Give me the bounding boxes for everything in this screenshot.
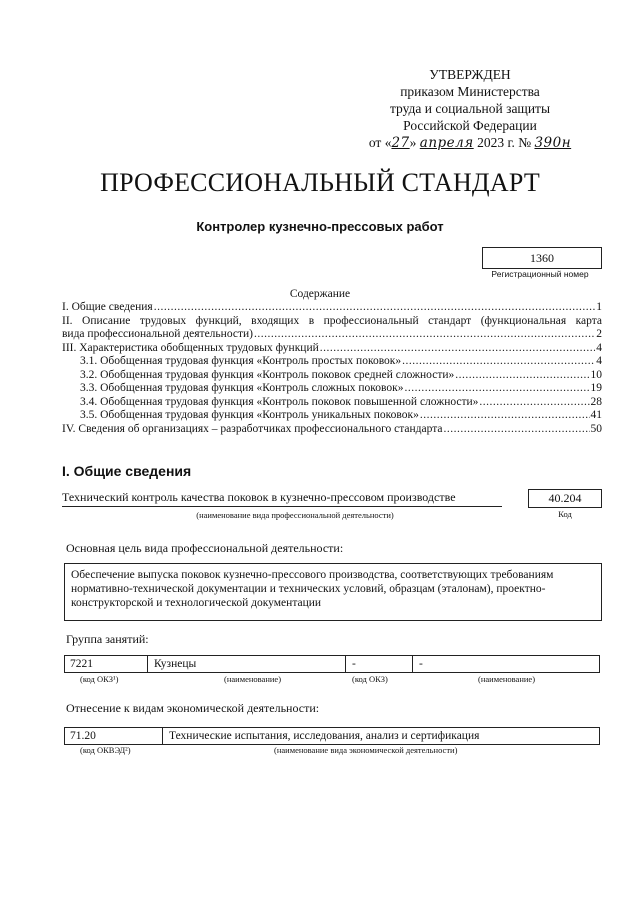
date-sep: »: [409, 135, 417, 150]
toc-page: 4: [596, 355, 602, 367]
caption-okz-name: (наименование): [224, 674, 282, 684]
goal-label: Основная цель вида профессиональной деятельности:: [66, 541, 344, 555]
goal-text-box: Обеспечение выпуска поковок кузнечно-прессового производства, соответствующих требованиям нормативно-технической документации и технических условий, образцам (эталонам), проектно-конструкторской и технологической документации: [64, 563, 602, 621]
occupation-group-table: [64, 655, 600, 673]
toc-item[interactable]: 3.2. Обобщенная трудовая функция «Контроль поковок средней сложности» ..... 10: [62, 369, 602, 383]
section-heading: I. Общие сведения: [62, 463, 192, 479]
toc-item[interactable]: IV. Сведения об организациях – разработчиках профессионального стандарта ..... 50: [62, 423, 602, 437]
okved-code-cell: 71.20: [70, 730, 96, 742]
date-prefix: от «: [368, 135, 392, 150]
economic-activity-label: Отнесение к видам экономической деятельности:: [66, 701, 320, 715]
caption-okved-code: (код ОКВЭД²): [80, 745, 131, 755]
okved-name-cell: Технические испытания, исследования, анализ и сертификация: [169, 730, 480, 742]
activity-name: Технический контроль качества поковок в кузнечно-прессовом производстве: [62, 490, 502, 507]
economic-activity-table: [64, 727, 600, 745]
date-year: 2023 г. №: [477, 135, 532, 150]
approval-block: [340, 66, 600, 152]
order-number: 390н: [534, 135, 572, 151]
toc-page: 41: [590, 409, 602, 421]
toc-page: 1: [596, 301, 602, 313]
activity-caption: (наименование вида профессиональной деятельности): [196, 510, 394, 520]
occupation-group-captions: [64, 674, 600, 686]
toc-item[interactable]: 3.5. Обобщенная трудовая функция «Контроль уникальных поковок» ..... 41: [62, 409, 602, 423]
toc-page: 50: [590, 422, 602, 435]
toc-page: 10: [590, 368, 602, 381]
toc-page: 4: [596, 341, 602, 354]
caption-okz-code: (код ОКЗ¹): [80, 674, 119, 684]
toc-heading: Содержание: [289, 288, 351, 300]
caption-okz-code-2: (код ОКЗ): [352, 674, 388, 684]
approval-line-federation: Российской Федерации: [403, 118, 537, 133]
toc-item-line: II. Описание трудовых функций, входящих в профессиональный стандарт (функциональная карта: [62, 314, 602, 327]
economic-activity-captions: [64, 745, 600, 757]
okz-code-cell: 7221: [70, 658, 93, 670]
approval-line-labor: труда и социальной защиты: [389, 101, 551, 116]
date-month: апреля: [419, 135, 474, 151]
toc-item[interactable]: III. Характеристика обобщенных трудовых функций ..... 4: [62, 342, 602, 356]
toc-item[interactable]: 3.3. Обобщенная трудовая функция «Контроль сложных поковок» ..... 19: [62, 382, 602, 396]
activity-code-caption: Код: [558, 509, 572, 519]
toc-page: 28: [590, 395, 602, 408]
approval-title: УТВЕРЖДЕН: [429, 67, 511, 82]
okz-name-cell: Кузнецы: [154, 658, 197, 670]
toc-item[interactable]: 3.1. Обобщенная трудовая функция «Контроль простых поковок» ..... 4: [62, 355, 602, 369]
document-title: ПРОФЕССИОНАЛЬНЫЙ СТАНДАРТ: [100, 168, 540, 197]
caption-okved-name: (наименование вида экономической деятельности): [274, 745, 458, 755]
okz-name-cell-2: -: [419, 658, 423, 670]
toc-item[interactable]: 3.4. Обобщенная трудовая функция «Контроль поковок повышенной сложности» ..... 28: [62, 396, 602, 410]
table-of-contents: [62, 301, 602, 436]
activity-code-box: 40.204: [528, 489, 602, 508]
approval-line-ministry: приказом Министерства: [400, 84, 540, 99]
caption-okz-name-2: (наименование): [478, 674, 536, 684]
toc-page: 19: [590, 382, 602, 394]
toc-item[interactable]: I. Общие сведения ..... 1: [62, 301, 602, 315]
toc-item[interactable]: вида профессиональной деятельности) ..... 2: [62, 328, 602, 342]
toc-page: 2: [596, 328, 602, 340]
document-subtitle: Контролер кузнечно-прессовых работ: [196, 219, 444, 234]
date-day: 27: [391, 135, 410, 151]
group-label: Группа занятий:: [66, 632, 149, 646]
okz-code-cell-2: -: [352, 658, 356, 670]
approval-date-line: [340, 134, 600, 152]
registration-number-box: 1360: [482, 247, 602, 269]
registration-number-label: Регистрационный номер: [491, 269, 589, 279]
